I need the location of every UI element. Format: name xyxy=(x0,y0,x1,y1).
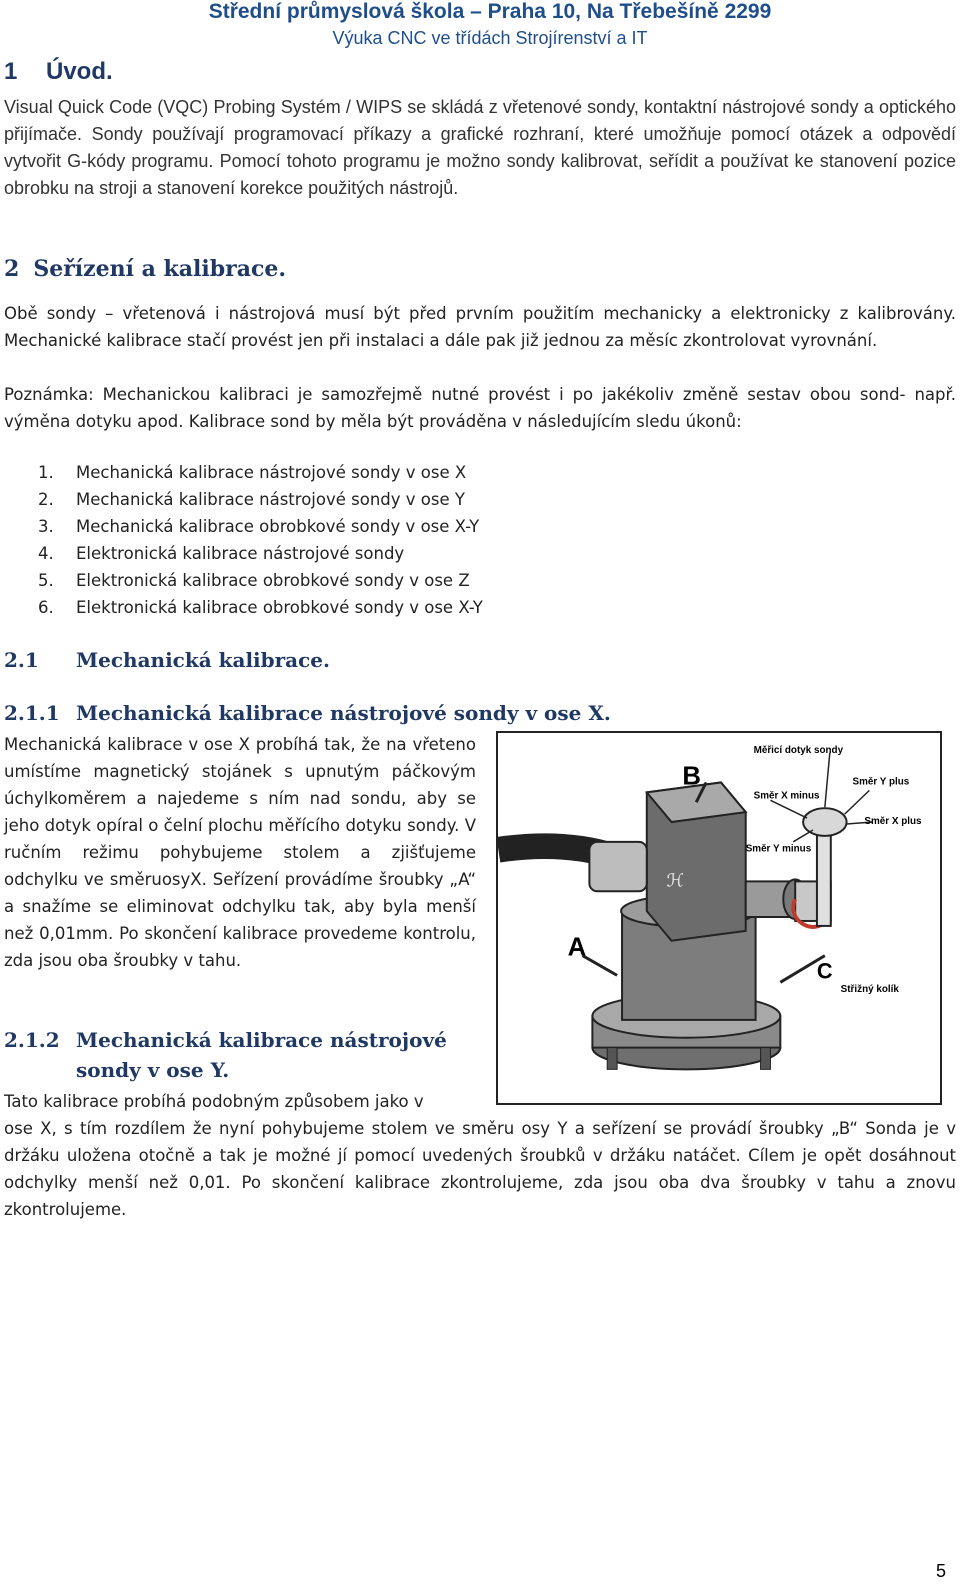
section-2-1-1-title: Mechanická kalibrace nástrojové sondy v ose X. xyxy=(76,701,611,725)
label-shear-pin: Střižný kolík xyxy=(840,984,899,996)
calibration-steps-list xyxy=(38,459,483,621)
cable-nut xyxy=(589,842,646,891)
section-2-heading xyxy=(4,256,286,282)
label-stylus: Měřicí dotyk sondy xyxy=(753,744,844,756)
list-item: 3. Mechanická kalibrace obrobkové sondy v ose X-Y xyxy=(38,517,480,536)
tool-probe-figure xyxy=(496,731,942,1105)
list-item: 2. Mechanická kalibrace nástrojové sondy v ose Y xyxy=(38,490,465,509)
section-2-1-title: Mechanická kalibrace. xyxy=(76,648,330,672)
section-2-paragraph-1: Obě sondy – vřetenová i nástrojová musí být před prvním použitím mechanicky a elektronicky z kalibrovány. Mechanické kalibrace stačí provést jen při instalaci a dále pak již jednou za měsíc zkontrolovat vyrovnání. xyxy=(4,304,956,350)
label-y-minus: Směr Y minus xyxy=(745,843,812,855)
section-1-paragraph: Visual Quick Code (VQC) Probing Systém / WIPS se skládá z vřetenové sondy, kontaktní nástrojové sondy a optického přijímače. Sondy používají programovací příkazy a grafické rozhraní, které umožňuje pomocí otázek a odpovědí vytvořit G-kódy programu. Pomocí tohoto programu je možno sondy kalibrovat, seřídit a používat ke stanovení pozice obrobku na stroji a stanovení korekce použitých nástrojů. xyxy=(4,97,956,198)
list-item: 4. Elektronická kalibrace nástrojové sondy xyxy=(38,544,405,563)
leader-y-plus xyxy=(845,790,870,814)
leader-stylus xyxy=(825,753,830,807)
section-2-1-2-heading xyxy=(4,1025,474,1085)
arrow-a xyxy=(582,956,617,976)
section-2-1-2-paragraph-start: Tato kalibrace probíhá podobným způsobem jako v xyxy=(4,1092,424,1111)
section-1-title: Úvod. xyxy=(46,58,113,85)
section-2-1-2-title-line-1: Mechanická kalibrace nástrojové xyxy=(76,1028,447,1052)
list-item: 1. Mechanická kalibrace nástrojové sondy v ose X xyxy=(38,463,467,482)
section-2-1-1-heading xyxy=(4,698,611,728)
section-2-1-1-number: 2.1.1 xyxy=(4,701,60,725)
tool-probe-illustration xyxy=(498,733,940,1103)
section-2-1-2-title-line-2: sondy v ose Y. xyxy=(76,1058,230,1082)
section-2-1-heading xyxy=(4,645,330,675)
section-2-paragraph-2: Poznámka: Mechanickou kalibraci je samozřejmě nutné provést i po jakékoliv změně sestav obou sond- např. výměna dotyku apod. Kalibrace sond by měla být prováděna v následujícím sledu úkonů: xyxy=(4,385,956,431)
section-2-1-2-number: 2.1.2 xyxy=(4,1028,60,1052)
header-school-name: Střední průmyslová škola – Praha 10, Na Třebešíně 2299 xyxy=(208,0,772,23)
header-course-name: Výuka CNC ve třídách Strojírenství a IT xyxy=(332,28,648,48)
list-item: 5. Elektronická kalibrace obrobkové sondy v ose Z xyxy=(38,571,470,590)
section-2-number: 2 xyxy=(4,256,20,282)
leader-y-minus xyxy=(793,830,813,842)
section-2-title: Seřízení a kalibrace. xyxy=(33,256,287,282)
label-x-plus: Směr X plus xyxy=(864,816,922,828)
section-1-number: 1 xyxy=(4,58,18,85)
label-x-minus: Směr X minus xyxy=(753,790,820,802)
section-1-heading xyxy=(4,58,113,86)
section-2-1-1-paragraph: Mechanická kalibrace v ose X probíhá tak, že na vřeteno umístíme magnetický stojánek s upnutým páčkovým úchylkoměrem a najedeme s ním nad sondu, aby se jeho dotyk opíral o čelní plochu měřícího dotyku sondy. V ručním režimu pohybujeme stolem a zjišťujeme odchylku ve směruosyX. Seřízení provádíme šroubky „A“ a snažíme se eliminovat odchylku tak, aby byla menší než 0,01mm. Po skončení kalibrace provedeme kontrolu, zda jsou oba šroubky v tahu. xyxy=(4,735,476,970)
label-a: A xyxy=(567,933,587,962)
leader-x-minus xyxy=(770,800,807,818)
stylus-shaft xyxy=(817,832,831,926)
section-2-1-number: 2.1 xyxy=(4,648,39,672)
list-item: 6. Elektronická kalibrace obrobkové sondy v ose X-Y xyxy=(38,598,483,617)
label-c: C xyxy=(816,958,833,984)
logo-mark: ℋ xyxy=(666,870,685,892)
label-y-plus: Směr Y plus xyxy=(852,776,910,788)
page-number: 5 xyxy=(935,1561,946,1581)
section-2-1-2-paragraph: ose X, s tím rozdílem že nyní pohybujeme stolem ve směru osy Y a seřízení se provádí šroubky „B“ Sonda je v držáku uložena otočně a tak je možné jí pomocí uvedených šroubků v držáku natáčet. Cílem je opět dosáhnout odchylky menší než 0,01. Po skončení kalibrace zkontrolujeme, zda jsou oba dva šroubky v tahu a znovu zkontrolujeme. xyxy=(4,1119,956,1219)
label-b: B xyxy=(682,762,701,791)
